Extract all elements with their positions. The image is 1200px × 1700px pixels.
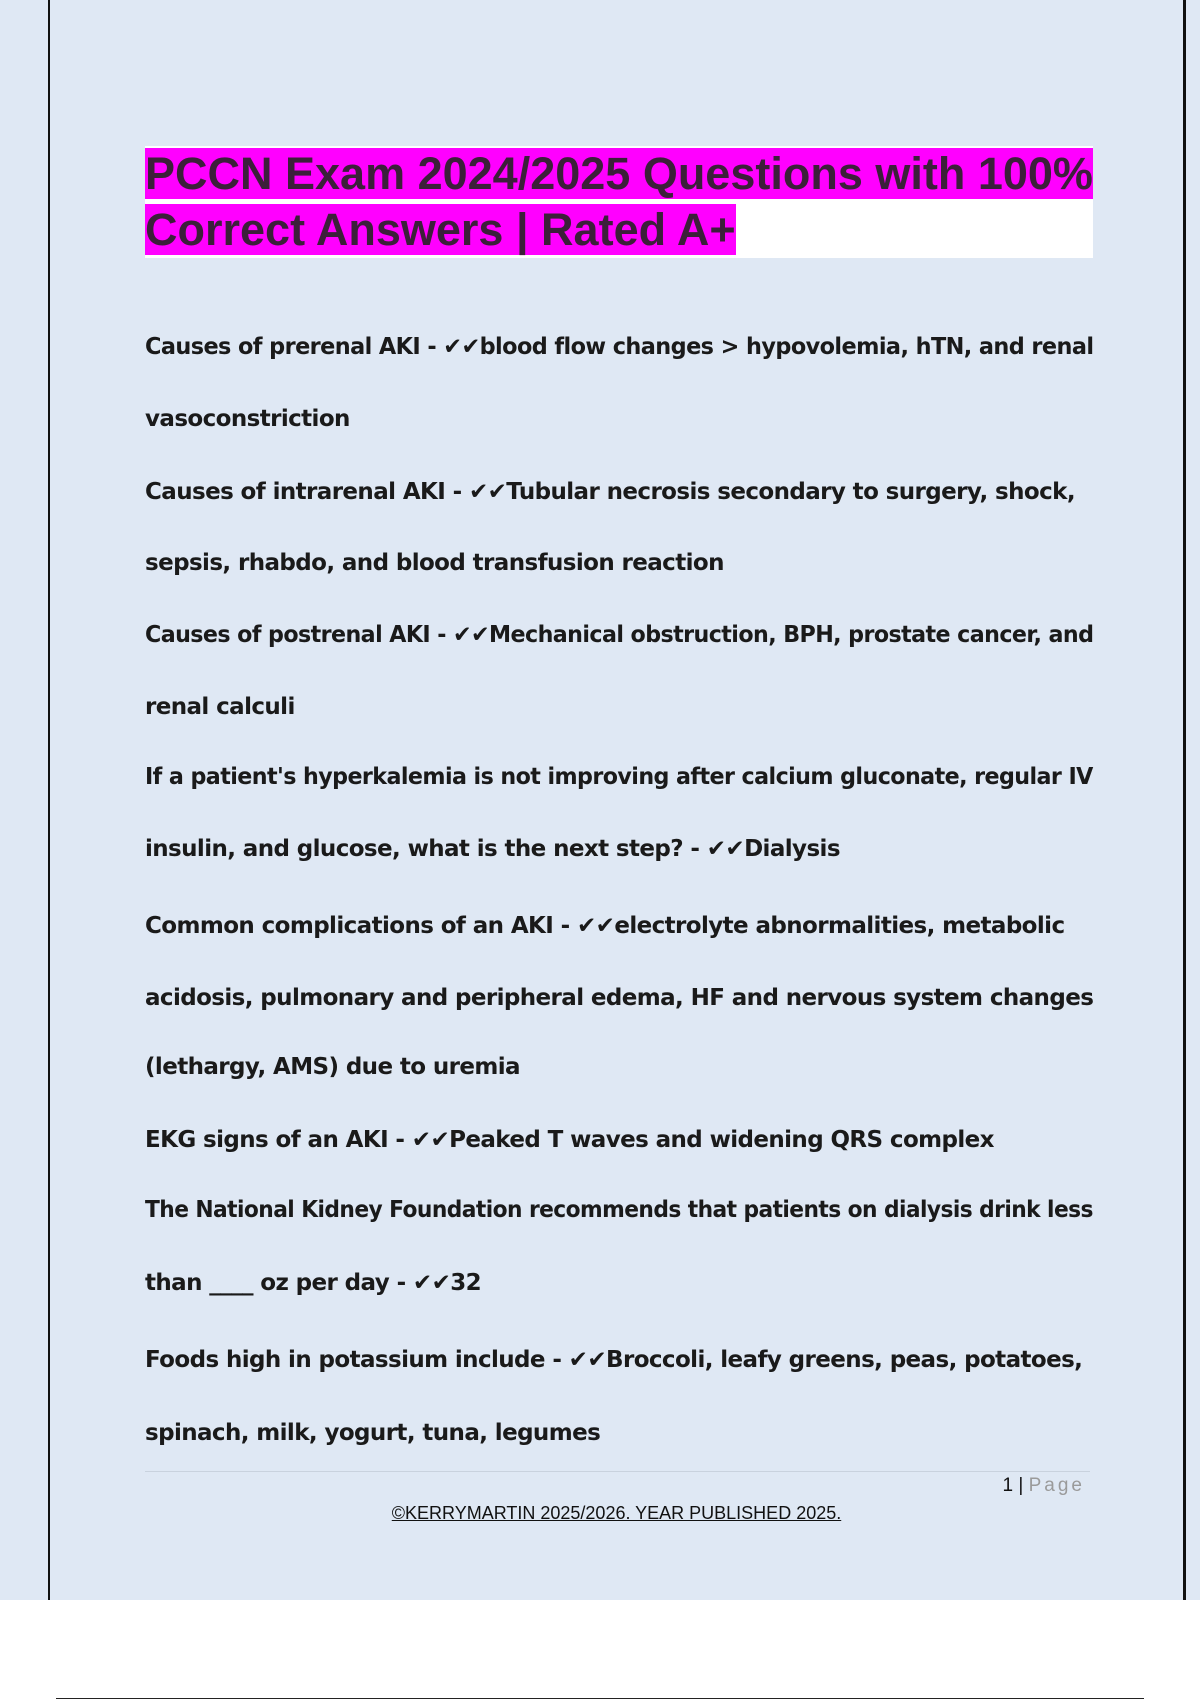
qa-line: Causes of intrarenal AKI - ✔✔Tubular necrosis secondary to surgery, shock, <box>145 479 1075 505</box>
qa-line: vasoconstriction <box>145 406 350 432</box>
page-number-separator: | <box>1018 1475 1024 1496</box>
bottom-divider <box>56 1698 1144 1699</box>
qa-line: Foods high in potassium include - ✔✔Broccoli, leafy greens, peas, potatoes, <box>145 1347 1083 1373</box>
page-number <box>960 1473 1085 1499</box>
qa-line: (lethargy, AMS) due to uremia <box>145 1054 520 1080</box>
page-number-value: 1 <box>1002 1475 1014 1496</box>
qa-line: EKG signs of an AKI - ✔✔Peaked T waves and widening QRS complex <box>145 1127 994 1153</box>
page-border-left <box>48 0 50 1600</box>
qa-line: Common complications of an AKI - ✔✔electrolyte abnormalities, metabolic <box>145 913 1065 939</box>
qa-line: insulin, and glucose, what is the next step? - ✔✔Dialysis <box>145 836 840 862</box>
qa-line: spinach, milk, yogurt, tuna, legumes <box>145 1420 601 1446</box>
copyright-notice: ©KERRYMARTIN 2025/2026. YEAR PUBLISHED 2025. <box>391 1503 842 1523</box>
page-border-right <box>1183 0 1186 1600</box>
qa-line: than ____ oz per day - ✔✔32 <box>145 1270 482 1296</box>
qa-line: acidosis, pulmonary and peripheral edema, HF and nervous system changes <box>145 985 1094 1011</box>
document-title <box>145 146 1093 258</box>
qa-line: The National Kidney Foundation recommends that patients on dialysis drink less <box>145 1197 1093 1223</box>
qa-line: If a patient's hyperkalemia is not improving after calcium gluconate, regular IV <box>145 764 1093 790</box>
title-highlight: PCCN Exam 2024/2025 Questions with 100% Correct Answers | Rated A+ <box>145 148 1093 255</box>
qa-line: Causes of prerenal AKI - ✔✔blood flow changes > hypovolemia, hTN, and renal <box>145 334 1094 360</box>
qa-line: sepsis, rhabdo, and blood transfusion reaction <box>145 550 724 576</box>
qa-line: renal calculi <box>145 694 295 720</box>
footer-divider <box>145 1471 1090 1472</box>
title-block <box>145 146 1093 258</box>
qa-line: Causes of postrenal AKI - ✔✔Mechanical obstruction, BPH, prostate cancer, and <box>145 622 1094 648</box>
page-number-label: Page <box>1028 1475 1085 1496</box>
